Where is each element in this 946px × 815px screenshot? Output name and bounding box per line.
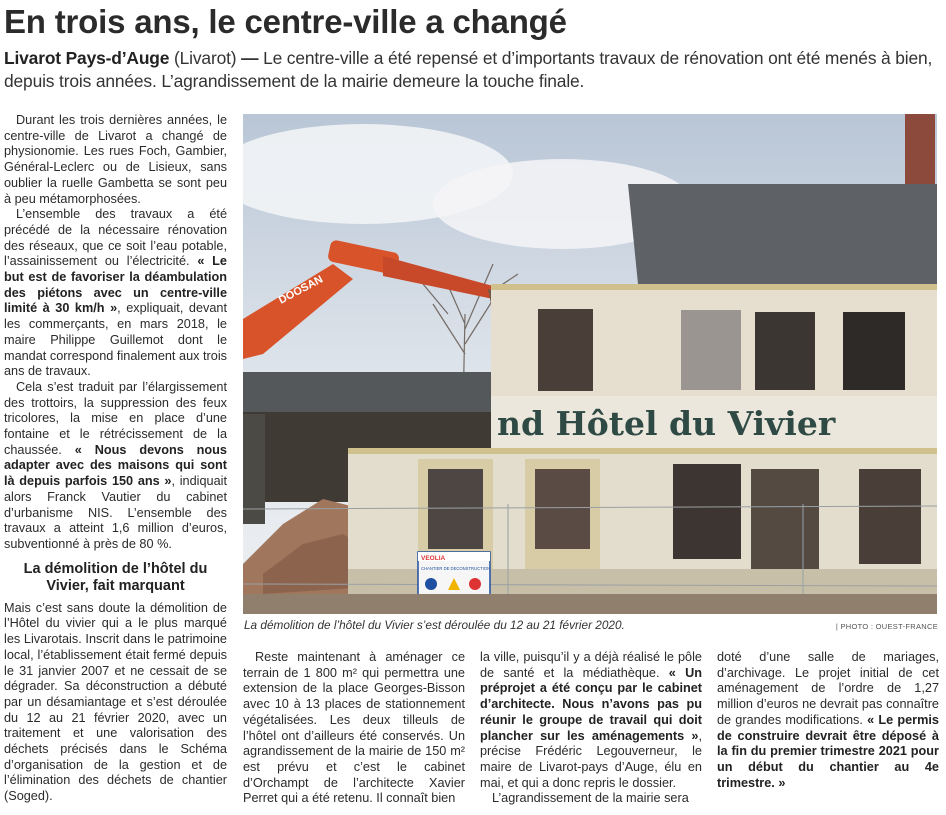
col3-paragraph-2: L’agrandissement de la mairie sera [492,791,689,806]
col4-p1-quote: « Le permis de construire devrait être déposé à la fin du premier trimestre 2021 pour un début du chantier au 4e trimestre. » [717,712,939,790]
col3-p1-text: la ville, puisqu’il y a déjà réalisé le pôle de santé et la médiathèque. [480,650,702,680]
lead-paragraph [4,47,939,93]
col1-p3-quote: « Nous devons nous adapter avec des maisons qui sont là depuis parfois 150 ans » [4,442,227,489]
ground [243,594,937,614]
lead-text: Le centre-ville a été repensé et d’importants travaux de rénovation ont été menés à bien, depuis trois années. L’agrandissement de la mairie demeure la touche finale. [4,48,933,91]
photo-credit: | PHOTO : OUEST-FRANCE [835,622,938,631]
col1-paragraph-2 [4,207,227,380]
article-photo [243,114,937,614]
excavator-brand: DOOSAN [276,273,326,307]
window-upper-2 [681,310,741,390]
sign-brand: VEOLIA [421,555,446,562]
column-4 [717,650,939,791]
sign-title: CHANTIER DE DECONSTRUCTION [421,566,491,571]
column-2 [243,650,465,807]
col4-paragraph-1 [717,650,939,791]
demolition-photo [243,114,937,614]
col3-p1-text-b: , précise Frédéric Legouverneur, le maire de Livarot-pays d’Auge, élu en mai, et qui a donc repris le dossier. [480,728,702,790]
col1-paragraph-4: Mais c’est sans doute la démolition de l’Hôtel du vivier qui a le plus marqué les Livarotais. Inscrit dans le patrimoine local, l’établissement était fermé depuis le 31 janvier 2007 et ne cessait de se dégrader. Sa déconstruction a débuté par un désamiantage et s’est déroulée du 12 au 21 février 2020, avec un traitement et une valorisation des déchets précisés dans le Schéma d’organisation de la gestion et de l’élimination des déchets de chantier (Soged). [4,600,227,804]
window-upper-1 [538,309,593,391]
col3-p1-quote: « Un préprojet a été conçu par le cabinet d’architecte. Nous n’avons pas pu réunir le groupe de travail qui doit plancher sur les aménagements » [480,665,702,743]
col1-p2-text-b: , expliquait, devant les commerçants, en mars 2018, le maire Philippe Guillemot dont le mandat correspond finalement aux trois ans de travaux. [4,301,227,379]
section-subhead: La démolition de l’hôtel du Vivier, fait marquant [23,560,208,594]
col1-paragraph-1: Durant les trois dernières années, le centre-ville de Livarot a changé de physionomie. Les rues Foch, Gambier, Général-Leclerc ou de Lisieux, sans oublier la ruelle Gambetta se sont peu à peu métamorphosées. [4,113,227,206]
col1-p2-quote: « Le but est de favoriser la déambulation des piétons avec un centre-ville limité à 30 km/h » [4,254,227,316]
lead-location: Livarot Pays-d’Auge [4,48,170,68]
photo-caption: La démolition de l’hôtel du Vivier s’est déroulée du 12 au 21 février 2020. [244,618,625,632]
column-1 [4,113,227,805]
headline: En trois ans, le centre-ville a changé [4,3,567,40]
col1-p3-text: Cela s’est traduit par l’élargissement des trottoirs, la suppression des feux tricolores, la mise en place d’une fontaine et le rétrécissement de la chaussée. [4,379,227,457]
lead-dash: — [241,48,259,68]
barn-roof [243,372,493,414]
hotel-facade-lettering: nd Hôtel du Vivier [497,404,836,443]
lead-sublocation: (Livarot) [174,48,237,68]
window-upper-4 [843,312,905,390]
window-upper-3 [755,312,815,390]
col2-paragraph-1: Reste maintenant à aménager ce terrain de 1 800 m² qui permettra une extension de la place Georges-Bisson avec 10 à 13 places de stationnement végétalisées. Les deux tilleuls de l’hôtel ont d’ailleurs été conservés. Un agrandissement de la mairie de 150 m² est prévu et c’est le cabinet d’Orchampt de l’architecte Xavier Perret qui a été retenu. Il connaît bien [243,650,465,806]
window-ground-2 [535,469,590,549]
col1-p2-text: L’ensemble des travaux a été précédé de la nécessaire rénovation des réseaux, que ce soit l’eau potable, l’assainissement ou l’électricité. [4,207,227,269]
hotel-roof [628,184,937,284]
col4-p1-text: doté d’une salle de mariages, d’archivage. Le projet initial de cet aménagement de l’ordre de 1,27 million d’euros ne devrait pas connaître de grandes modifications. [717,650,939,727]
col1-p3-text-b: , indiquait alors Franck Vautier du cabinet d’urbanisme NIS. L’ensemble des travaux a atteint 1,6 million d’euros, subventionné à près de 80 %. [4,474,227,551]
col1-paragraph-3 [4,380,227,553]
col3-paragraph-1 [480,650,702,791]
column-3 [480,650,702,807]
